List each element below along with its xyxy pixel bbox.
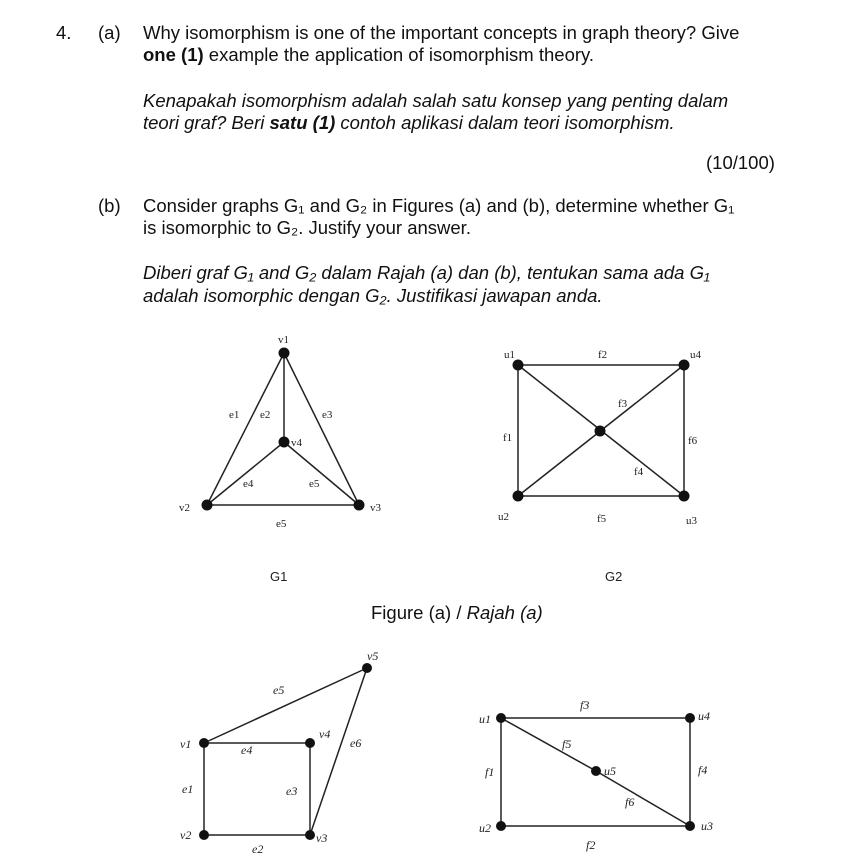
figure-a-caption-ms: Rajah (a) [466,602,543,623]
part-a-english-line-2-rest: example the application of isomorphism theory. [203,44,595,65]
g1a-label-e5-inner: e5 [309,478,320,490]
g1a-label-e2: e2 [260,409,271,421]
g1a-label-e5-bottom: e5 [276,518,287,530]
g2a-label-u2: u2 [498,511,509,523]
part-a-marks: (10/100) [706,152,775,173]
g2a-label-f1: f1 [503,432,513,444]
g2b-vertex-u2 [496,821,506,831]
g2a-label-f6: f6 [688,435,698,447]
g2a-label-u1: u1 [504,349,515,361]
g2a-label-f2: f2 [598,349,608,361]
g2b-edge-f5 [501,718,596,771]
g2b-label-f3: f3 [580,698,590,712]
g2b-label-u5: u5 [604,764,616,778]
g2b-label-f5: f5 [562,737,572,751]
g1b-label-v1: v1 [180,737,192,751]
g1-caption: G1 [270,569,288,584]
part-b-malay-line-2: adalah isomorphic dengan G₂. Justifikasi jawapan anda. [143,285,603,306]
part-a-label: (a) [98,22,121,43]
part-b-english-line-2: is isomorphic to G₂. Justify your answer. [143,217,471,238]
part-b-english-line-1: Consider graphs G₁ and G₂ in Figures (a) and (b), determine whether G₁ [143,195,735,216]
g1b-label-v3: v3 [316,831,328,845]
g1b-label-e6: e6 [350,736,362,750]
g2b-label-u3: u3 [701,819,713,833]
g2a-label-f5: f5 [597,513,607,525]
g2b-label-f2: f2 [586,838,596,852]
g2a-label-f4: f4 [634,466,644,478]
part-a-malay-line-2-post: contoh aplikasi dalam teori isomorphism. [335,112,675,133]
g2b-vertex-u1 [496,713,506,723]
g2a-label-u4: u4 [690,349,701,361]
g1b-label-v2: v2 [180,828,192,842]
part-a-malay-line-1: Kenapakah isomorphism adalah salah satu konsep yang penting dalam [143,90,729,111]
g2b-edge-f6 [596,771,690,826]
g2a-label-f3: f3 [618,398,628,410]
part-a-malay-line-2-pre: teori graf? Beri [143,112,270,133]
g2b-label-u1: u1 [479,712,491,726]
question-number: 4. [56,22,72,43]
g1b-label-e1: e1 [182,782,194,796]
part-b-label: (b) [98,195,121,216]
g2b-vertex-u4 [685,713,695,723]
g1b-label-e4: e4 [241,743,253,757]
g1b-label-e3: e3 [286,784,298,798]
g2-caption: G2 [605,569,623,584]
g2b-vertex-u5 [591,766,601,776]
g2b-label-f6: f6 [625,795,635,809]
g2b-label-u2: u2 [479,821,491,835]
g1a-label-v2: v2 [179,502,190,514]
g1b-label-v4: v4 [319,727,331,741]
g2b-label-u4: u4 [698,709,710,723]
g1b-label-e5: e5 [273,683,285,697]
g1a-label-e4: e4 [243,478,254,490]
g1a-label-e1: e1 [229,409,240,421]
g1a-label-e3: e3 [322,409,333,421]
g2b-label-f4: f4 [698,763,708,777]
g2a-label-u3: u3 [686,515,697,527]
part-b-malay-line-1: Diberi graf G₁ and G₂ dalam Rajah (a) dan (b), tentukan sama ada G₁ [143,262,710,283]
g1b-label-v5: v5 [367,649,379,663]
g1a-label-v3: v3 [370,502,381,514]
g2b-label-f1: f1 [485,765,495,779]
part-a-english-line-1: Why isomorphism is one of the important concepts in graph theory? Give [143,22,740,43]
part-a-bold-count: one (1) [143,44,204,65]
part-a-malay-bold-count: satu (1) [269,112,336,133]
figure-a-caption-en: Figure (a) / [371,602,467,623]
g1a-label-v4: v4 [291,437,302,449]
g1a-label-v1: v1 [278,334,289,346]
g2b-vertex-u3 [685,821,695,831]
g1b-label-e2: e2 [252,842,264,856]
